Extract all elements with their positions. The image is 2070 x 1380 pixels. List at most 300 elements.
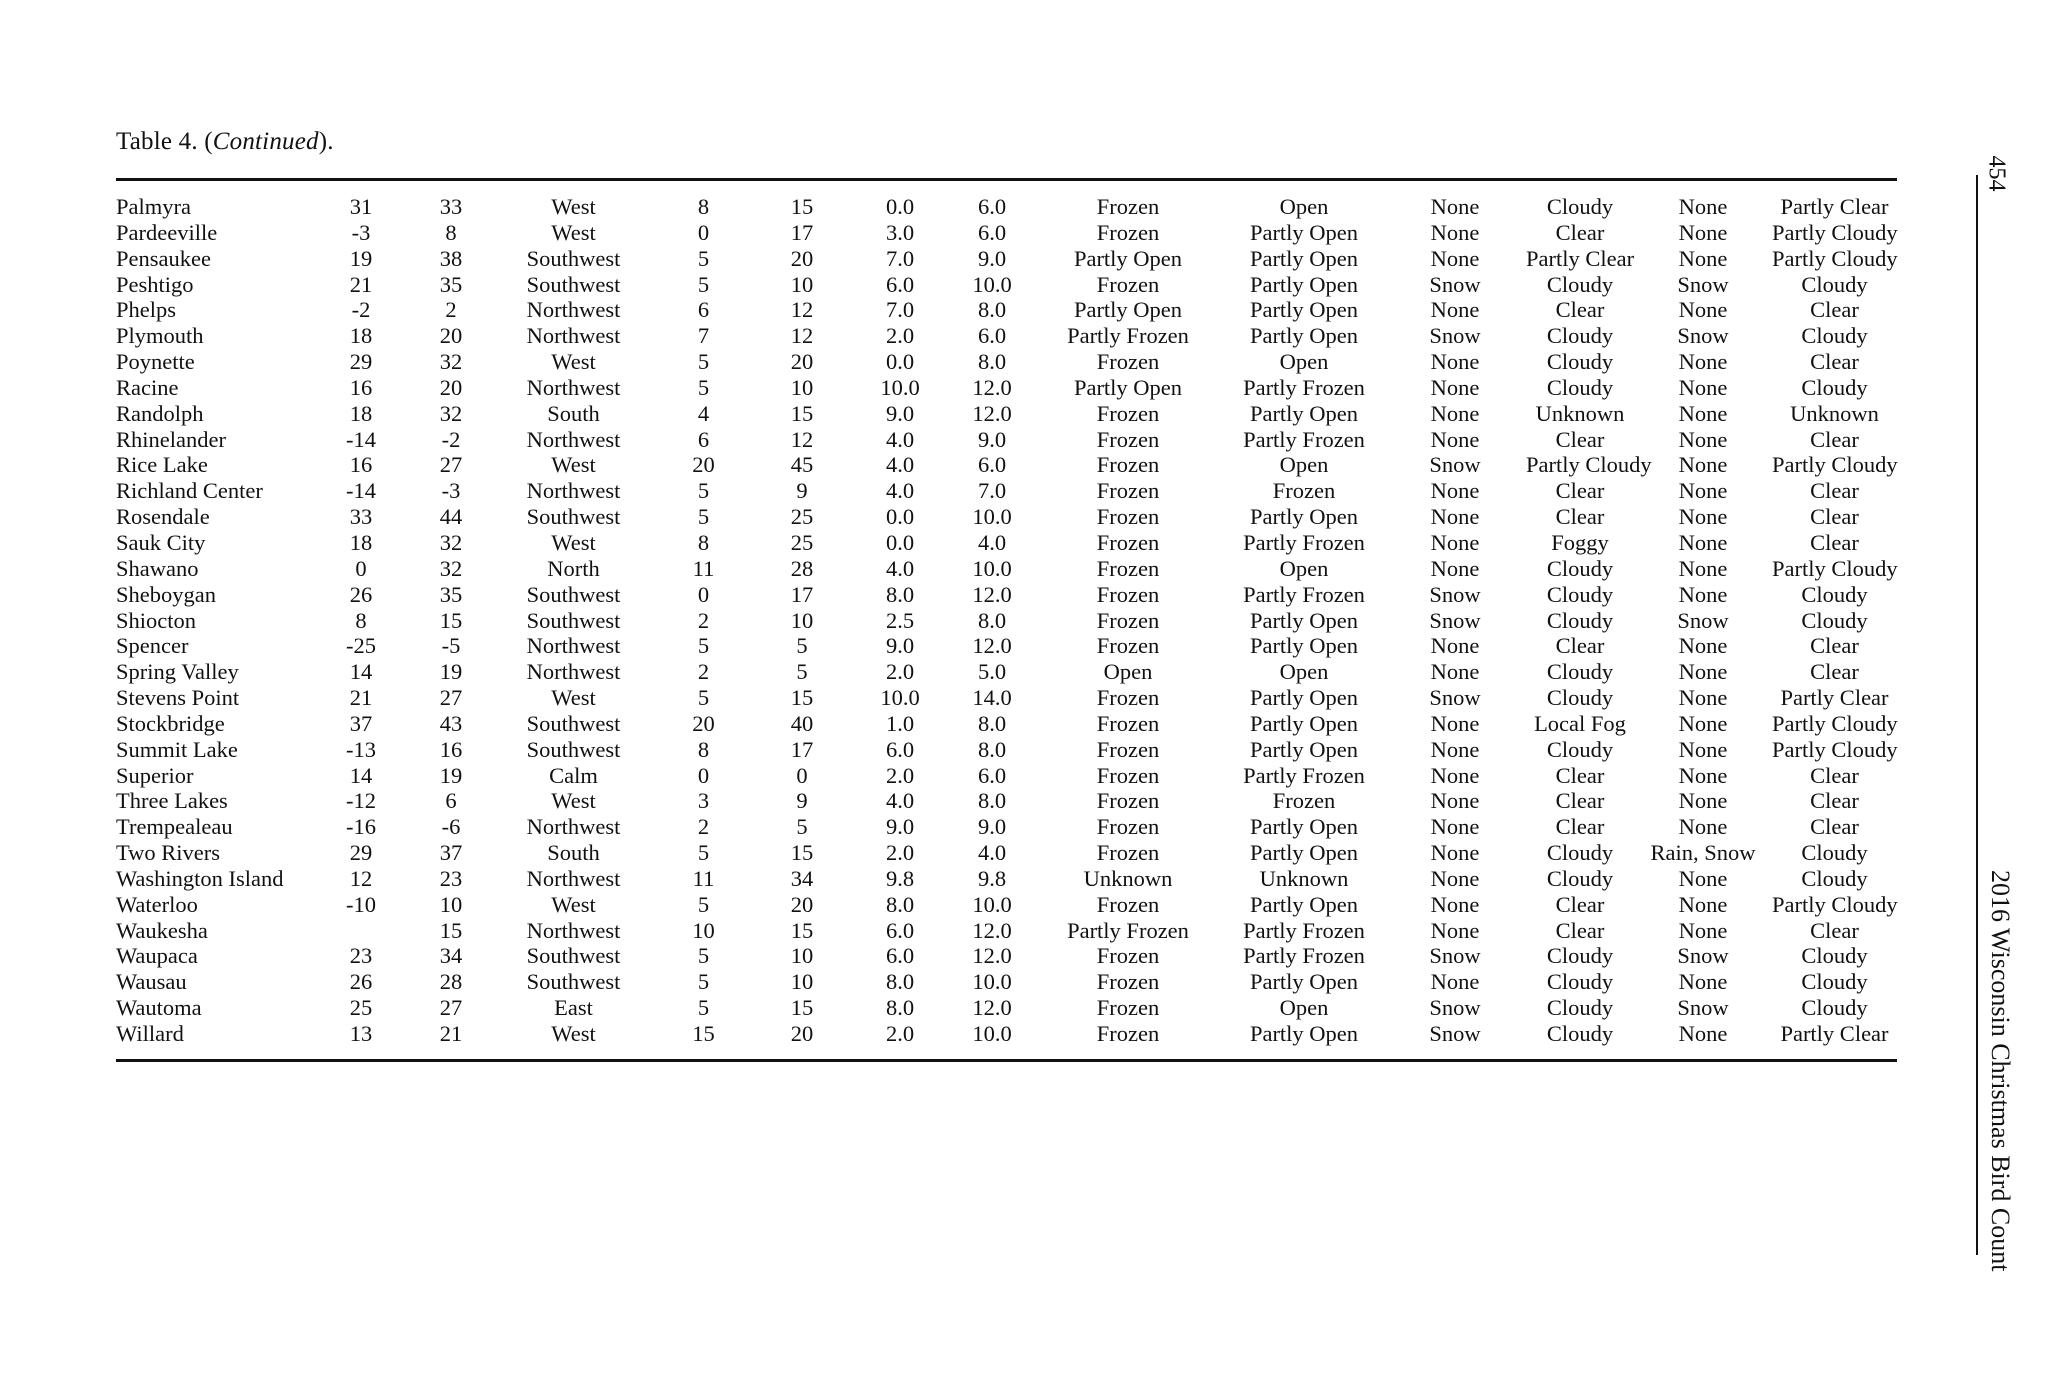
table-cell: Clear xyxy=(1555,504,1605,530)
table-cell: 25 xyxy=(349,995,373,1021)
table-cell: Local Fog xyxy=(1534,710,1626,736)
location-cell: Palmyra xyxy=(116,194,191,219)
table-cell: Frozen xyxy=(1096,426,1160,452)
caption-suffix: ). xyxy=(318,128,334,155)
table-cell: Cloudy xyxy=(1801,995,1868,1021)
table-cell: None xyxy=(1678,710,1728,736)
table-cell: 5 xyxy=(697,349,710,375)
table-cell: -25 xyxy=(346,633,376,659)
table-cell: 0.0 xyxy=(885,504,915,530)
table-cell: 6.0 xyxy=(977,323,1007,349)
table-cell: Snow xyxy=(1677,271,1729,297)
table-cell: 4.0 xyxy=(977,840,1007,866)
table-cell: 17 xyxy=(790,581,814,607)
table-cell: 9 xyxy=(796,788,808,814)
table-cell: 8.0 xyxy=(977,349,1007,375)
table-cell: Cloudy xyxy=(1801,943,1868,969)
table-cell: Partly Cloudy xyxy=(1772,736,1898,762)
table-cell: Frozen xyxy=(1096,555,1160,581)
location-cell: Waterloo xyxy=(116,891,198,917)
table-cell: Snow xyxy=(1429,323,1481,349)
table-cell: 12.0 xyxy=(972,633,1012,659)
table-cell: Frozen xyxy=(1096,788,1160,814)
table-cell: Cloudy xyxy=(1546,581,1614,607)
table-cell: None xyxy=(1678,219,1728,245)
table-cell: 6.0 xyxy=(885,271,915,297)
location-cell: Peshtigo xyxy=(116,271,194,297)
table-cell: Cloudy xyxy=(1546,194,1614,219)
table-cell: 2 xyxy=(697,607,710,633)
table-cell: Frozen xyxy=(1096,685,1160,711)
table-cell xyxy=(316,918,406,944)
table-cell: Cloudy xyxy=(1546,271,1614,297)
table-cell: 18 xyxy=(349,323,373,349)
location-cell: Waukesha xyxy=(116,917,208,943)
table-cell: 8.0 xyxy=(977,297,1007,323)
table-cell: Cloudy xyxy=(1546,374,1614,400)
table-cell: None xyxy=(1430,891,1480,917)
table-cell: 9.0 xyxy=(885,400,915,426)
table-cell: Unknown xyxy=(1535,400,1625,426)
table-cell: None xyxy=(1678,245,1728,271)
table-cell: 21 xyxy=(439,1021,463,1046)
table-cell: Cloudy xyxy=(1801,840,1868,866)
table-cell: Cloudy xyxy=(1546,659,1614,685)
table-cell: None xyxy=(1678,555,1728,581)
location-cell: Poynette xyxy=(116,349,195,375)
table-cell: 10 xyxy=(692,917,715,943)
table-cell: Partly Cloudy xyxy=(1772,452,1898,478)
table-cell: 9.0 xyxy=(885,633,915,659)
table-cell: None xyxy=(1430,219,1480,245)
table-cell: 7.0 xyxy=(885,297,915,323)
table-cell: 8.0 xyxy=(977,710,1007,736)
table-row xyxy=(116,840,1897,866)
table-row xyxy=(116,892,1897,918)
table-cell: -14 xyxy=(346,426,376,452)
table-row xyxy=(116,582,1897,608)
table-row xyxy=(116,685,1897,711)
table-cell: Clear xyxy=(1555,891,1605,917)
table-top-rule xyxy=(116,178,1897,181)
table-cell: Frozen xyxy=(1096,943,1160,969)
table-cell: None xyxy=(1678,297,1728,323)
table-cell: None xyxy=(1430,349,1480,375)
table-cell: 33 xyxy=(439,194,463,219)
table-cell: Open xyxy=(1279,995,1329,1021)
table-row xyxy=(116,272,1897,298)
table-cell: 10 xyxy=(790,607,814,633)
table-cell: 5 xyxy=(697,374,710,400)
table-cell: Clear xyxy=(1555,478,1605,504)
table-cell: 6.0 xyxy=(885,917,915,943)
table-cell: -5 xyxy=(441,633,461,659)
table-cell: 14.0 xyxy=(972,685,1012,711)
table-cell: 10.0 xyxy=(972,1021,1012,1046)
location-cell: Shawano xyxy=(116,555,199,581)
table-cell: 3 xyxy=(697,788,710,814)
table-row xyxy=(116,1021,1897,1047)
table-row xyxy=(116,995,1897,1021)
table-row xyxy=(116,246,1897,272)
table-cell: Snow xyxy=(1429,607,1481,633)
table-cell: 6.0 xyxy=(885,943,915,969)
table-cell: Partly Clear xyxy=(1780,685,1889,711)
table-cell: None xyxy=(1430,736,1480,762)
table-cell: 20 xyxy=(790,349,814,375)
table-cell: 25 xyxy=(790,529,814,555)
table-cell: 2.0 xyxy=(885,659,915,685)
table-row xyxy=(116,401,1897,427)
location-cell: Shiocton xyxy=(116,607,197,633)
table-cell: 10 xyxy=(790,943,814,969)
location-cell: Two Rivers xyxy=(116,840,221,866)
table-cell: 4 xyxy=(697,400,710,426)
location-cell: Willard xyxy=(116,1021,184,1046)
table-cell: None xyxy=(1678,194,1728,219)
table-cell: 20 xyxy=(692,452,715,478)
table-cell: Clear xyxy=(1810,917,1859,943)
table-cell: West xyxy=(551,1021,596,1046)
table-cell: 5 xyxy=(697,245,710,271)
table-cell: Unknown xyxy=(1083,865,1173,891)
table-cell: Frozen xyxy=(1096,219,1160,245)
table-cell: Partly Frozen xyxy=(1243,917,1365,943)
table-cell: West xyxy=(551,529,596,555)
table-cell: None xyxy=(1430,788,1480,814)
table-cell: 8 xyxy=(355,607,367,633)
table-row xyxy=(116,504,1897,530)
table-cell: Frozen xyxy=(1272,478,1336,504)
table-cell: Partly Frozen xyxy=(1243,426,1365,452)
table-cell: 1.0 xyxy=(885,710,915,736)
table-cell: Frozen xyxy=(1096,607,1160,633)
table-cell: Frozen xyxy=(1096,840,1160,866)
table-cell: Cloudy xyxy=(1546,685,1614,711)
table-cell: 19 xyxy=(349,245,373,271)
table-cell: 10.0 xyxy=(972,555,1012,581)
table-cell: East xyxy=(554,995,593,1021)
table-cell: Calm xyxy=(549,762,598,788)
table-cell: None xyxy=(1430,245,1480,271)
table-cell: 28 xyxy=(439,969,463,995)
table-row xyxy=(116,194,1897,220)
table-cell: Frozen xyxy=(1096,400,1160,426)
table-cell: 14 xyxy=(349,659,373,685)
table-cell: 9.8 xyxy=(977,865,1007,891)
table-cell: 8.0 xyxy=(885,969,915,995)
table-cell: Clear xyxy=(1810,814,1859,840)
table-cell: Northwest xyxy=(526,478,621,504)
table-cell: Partly Open xyxy=(1249,969,1359,995)
table-cell: 23 xyxy=(349,943,373,969)
table-cell: Northwest xyxy=(526,633,621,659)
table-cell: 8 xyxy=(697,736,710,762)
table-cell: Cloudy xyxy=(1546,323,1614,349)
table-cell: None xyxy=(1430,710,1480,736)
table-cell: Southwest xyxy=(526,969,621,995)
table-cell: Cloudy xyxy=(1801,865,1868,891)
table-cell: 2.0 xyxy=(885,762,915,788)
table-cell: None xyxy=(1678,349,1728,375)
table-caption xyxy=(116,128,334,156)
weather-table xyxy=(116,194,1897,1047)
table-cell: Southwest xyxy=(526,504,621,530)
table-cell: None xyxy=(1678,865,1728,891)
table-cell: None xyxy=(1678,917,1728,943)
table-cell: 5 xyxy=(697,504,710,530)
table-cell: Clear xyxy=(1555,297,1605,323)
table-cell: Cloudy xyxy=(1546,555,1614,581)
table-cell: Clear xyxy=(1810,426,1859,452)
table-cell: Partly Open xyxy=(1249,814,1359,840)
table-cell: 5 xyxy=(697,685,710,711)
table-cell: 15 xyxy=(790,917,814,943)
table-cell: Partly Open xyxy=(1249,891,1359,917)
table-row xyxy=(116,633,1897,659)
table-cell: Northwest xyxy=(526,426,621,452)
table-cell: 2 xyxy=(697,659,710,685)
table-cell: Frozen xyxy=(1096,1021,1160,1046)
table-cell: None xyxy=(1430,659,1480,685)
table-cell: 27 xyxy=(439,685,463,711)
table-cell: 0 xyxy=(697,762,710,788)
table-cell: 12.0 xyxy=(972,400,1012,426)
table-cell: Frozen xyxy=(1096,736,1160,762)
table-cell: None xyxy=(1678,452,1728,478)
table-cell: None xyxy=(1430,504,1480,530)
table-cell: 26 xyxy=(349,581,373,607)
table-cell: Partly Open xyxy=(1249,685,1359,711)
table-cell: None xyxy=(1678,969,1728,995)
table-cell: 34 xyxy=(790,865,814,891)
table-cell: None xyxy=(1678,891,1728,917)
table-cell: 4.0 xyxy=(885,426,915,452)
table-cell: Partly Open xyxy=(1249,736,1359,762)
table-cell: 20 xyxy=(790,891,814,917)
table-cell: 8 xyxy=(445,219,457,245)
table-cell: Cloudy xyxy=(1546,1021,1614,1046)
table-cell: -12 xyxy=(346,788,376,814)
table-cell: 7 xyxy=(697,323,710,349)
table-cell: 6.0 xyxy=(977,762,1007,788)
table-cell: Cloudy xyxy=(1546,840,1614,866)
table-row xyxy=(116,763,1897,789)
location-cell: Rosendale xyxy=(116,504,210,530)
table-cell: Partly Cloudy xyxy=(1772,891,1898,917)
table-cell: Foggy xyxy=(1551,529,1609,555)
table-cell: West xyxy=(551,219,596,245)
margin-rule xyxy=(1976,175,1978,1255)
table-cell: 32 xyxy=(439,529,463,555)
table-cell: 12.0 xyxy=(972,581,1012,607)
table-cell: 4.0 xyxy=(885,555,915,581)
table-cell: 5 xyxy=(697,633,710,659)
table-cell: None xyxy=(1678,400,1728,426)
table-cell: Partly Open xyxy=(1249,323,1359,349)
table-cell: 26 xyxy=(349,969,373,995)
table-cell: 28 xyxy=(790,555,814,581)
table-cell: 10.0 xyxy=(880,374,920,400)
table-row xyxy=(116,297,1897,323)
table-cell: None xyxy=(1430,917,1480,943)
table-cell: None xyxy=(1678,426,1728,452)
table-cell: Snow xyxy=(1677,995,1729,1021)
table-cell: 0.0 xyxy=(885,194,915,219)
table-cell: 16 xyxy=(349,374,373,400)
table-cell: Snow xyxy=(1677,943,1729,969)
table-row xyxy=(116,918,1897,944)
table-cell: 5 xyxy=(697,943,710,969)
table-cell: 13 xyxy=(349,1021,373,1046)
table-cell: None xyxy=(1678,685,1728,711)
location-cell: Spring Valley xyxy=(116,659,239,685)
table-cell: 12.0 xyxy=(972,917,1012,943)
table-cell: Frozen xyxy=(1096,504,1160,530)
table-cell: Snow xyxy=(1677,607,1729,633)
table-cell: 10.0 xyxy=(880,685,920,711)
table-cell: Rain, Snow xyxy=(1650,840,1756,866)
table-cell: 8.0 xyxy=(977,607,1007,633)
table-cell: Partly Open xyxy=(1249,504,1359,530)
table-cell: Clear xyxy=(1810,659,1859,685)
table-cell: 31 xyxy=(349,194,373,219)
table-cell: North xyxy=(547,555,600,581)
table-cell: 15 xyxy=(439,917,463,943)
table-cell: Snow xyxy=(1429,271,1481,297)
table-cell: Snow xyxy=(1429,685,1481,711)
table-cell: Partly Cloudy xyxy=(1526,452,1652,478)
table-cell: 15 xyxy=(790,400,814,426)
table-cell: 6 xyxy=(697,426,710,452)
table-cell: Northwest xyxy=(526,659,621,685)
table-cell: 3.0 xyxy=(885,219,915,245)
table-cell: Unknown xyxy=(1790,400,1879,426)
table-cell: 20 xyxy=(439,323,463,349)
table-cell: 0 xyxy=(697,581,710,607)
table-cell: 5 xyxy=(697,478,710,504)
table-cell: 45 xyxy=(790,452,814,478)
table-cell: 5 xyxy=(697,891,710,917)
table-cell: 12 xyxy=(790,426,814,452)
table-cell: 27 xyxy=(439,995,463,1021)
table-cell: 32 xyxy=(439,555,463,581)
table-cell: 2.5 xyxy=(885,607,915,633)
table-cell: 10 xyxy=(439,891,463,917)
table-cell: 0.0 xyxy=(885,349,915,375)
table-cell: Open xyxy=(1279,194,1329,219)
table-cell: 44 xyxy=(439,504,463,530)
location-cell: Superior xyxy=(116,762,194,788)
table-cell: Snow xyxy=(1429,452,1481,478)
table-cell: None xyxy=(1678,633,1728,659)
table-cell: Partly Open xyxy=(1249,400,1359,426)
table-cell: None xyxy=(1430,865,1480,891)
table-cell: None xyxy=(1430,426,1480,452)
table-cell: Southwest xyxy=(526,245,621,271)
table-cell: Partly Open xyxy=(1249,607,1359,633)
table-cell: Partly Cloudy xyxy=(1772,245,1898,271)
table-cell: Cloudy xyxy=(1546,736,1614,762)
table-cell: 5 xyxy=(697,969,710,995)
table-cell: Frozen xyxy=(1096,891,1160,917)
table-row xyxy=(116,659,1897,685)
table-cell: Partly Frozen xyxy=(1243,943,1365,969)
table-cell: 32 xyxy=(439,400,463,426)
table-cell: Cloudy xyxy=(1801,374,1868,400)
location-cell: Randolph xyxy=(116,400,204,426)
table-cell: Frozen xyxy=(1096,969,1160,995)
table-row xyxy=(116,866,1897,892)
table-cell: 2 xyxy=(697,814,710,840)
table-cell: 25 xyxy=(790,504,814,530)
table-cell: Snow xyxy=(1429,943,1481,969)
location-cell: Sauk City xyxy=(116,529,206,555)
table-row xyxy=(116,969,1897,995)
table-cell: Frozen xyxy=(1096,194,1160,219)
table-cell: Partly Clear xyxy=(1780,194,1889,219)
table-cell: Partly Frozen xyxy=(1243,374,1365,400)
location-cell: Pensaukee xyxy=(116,245,211,271)
table-cell: West xyxy=(551,349,596,375)
table-cell: 38 xyxy=(439,245,463,271)
table-cell: Northwest xyxy=(526,323,621,349)
table-cell: Clear xyxy=(1810,762,1859,788)
table-cell: 29 xyxy=(349,349,373,375)
table-cell: 8.0 xyxy=(885,581,915,607)
table-cell: 0 xyxy=(697,219,710,245)
table-cell: Cloudy xyxy=(1546,995,1614,1021)
location-cell: Trempealeau xyxy=(116,814,233,840)
table-cell: 6 xyxy=(697,297,710,323)
table-cell: 15 xyxy=(790,995,814,1021)
table-cell: Clear xyxy=(1555,762,1605,788)
table-row xyxy=(116,737,1897,763)
table-cell: Partly Open xyxy=(1073,297,1183,323)
table-cell: Clear xyxy=(1555,633,1605,659)
table-row xyxy=(116,427,1897,453)
table-cell: 43 xyxy=(439,710,463,736)
table-cell: South xyxy=(547,400,600,426)
table-cell: 8.0 xyxy=(885,891,915,917)
table-row xyxy=(116,814,1897,840)
table-row xyxy=(116,349,1897,375)
table-row xyxy=(116,375,1897,401)
table-cell: Northwest xyxy=(526,917,621,943)
table-cell: Partly Open xyxy=(1249,1021,1359,1046)
table-cell: 20 xyxy=(439,374,463,400)
table-cell: Partly Cloudy xyxy=(1772,710,1898,736)
table-cell: 12 xyxy=(790,297,814,323)
caption-prefix: Table 4. ( xyxy=(116,128,213,155)
running-head: 2016 Wisconsin Christmas Bird Count xyxy=(1986,870,2015,1272)
table-cell: 16 xyxy=(439,736,463,762)
table-row xyxy=(116,220,1897,246)
table-cell: 32 xyxy=(439,349,463,375)
table-cell: 8.0 xyxy=(885,995,915,1021)
table-cell: Clear xyxy=(1555,814,1605,840)
table-cell: Southwest xyxy=(526,271,621,297)
table-cell: Frozen xyxy=(1096,995,1160,1021)
table-cell: Open xyxy=(1279,659,1329,685)
table-cell: 33 xyxy=(349,504,373,530)
table-cell: Southwest xyxy=(526,581,621,607)
table-cell: Clear xyxy=(1810,788,1859,814)
table-cell: 12 xyxy=(790,323,814,349)
table-cell: -2 xyxy=(441,426,461,452)
table-row xyxy=(116,323,1897,349)
table-cell: 10.0 xyxy=(972,271,1012,297)
